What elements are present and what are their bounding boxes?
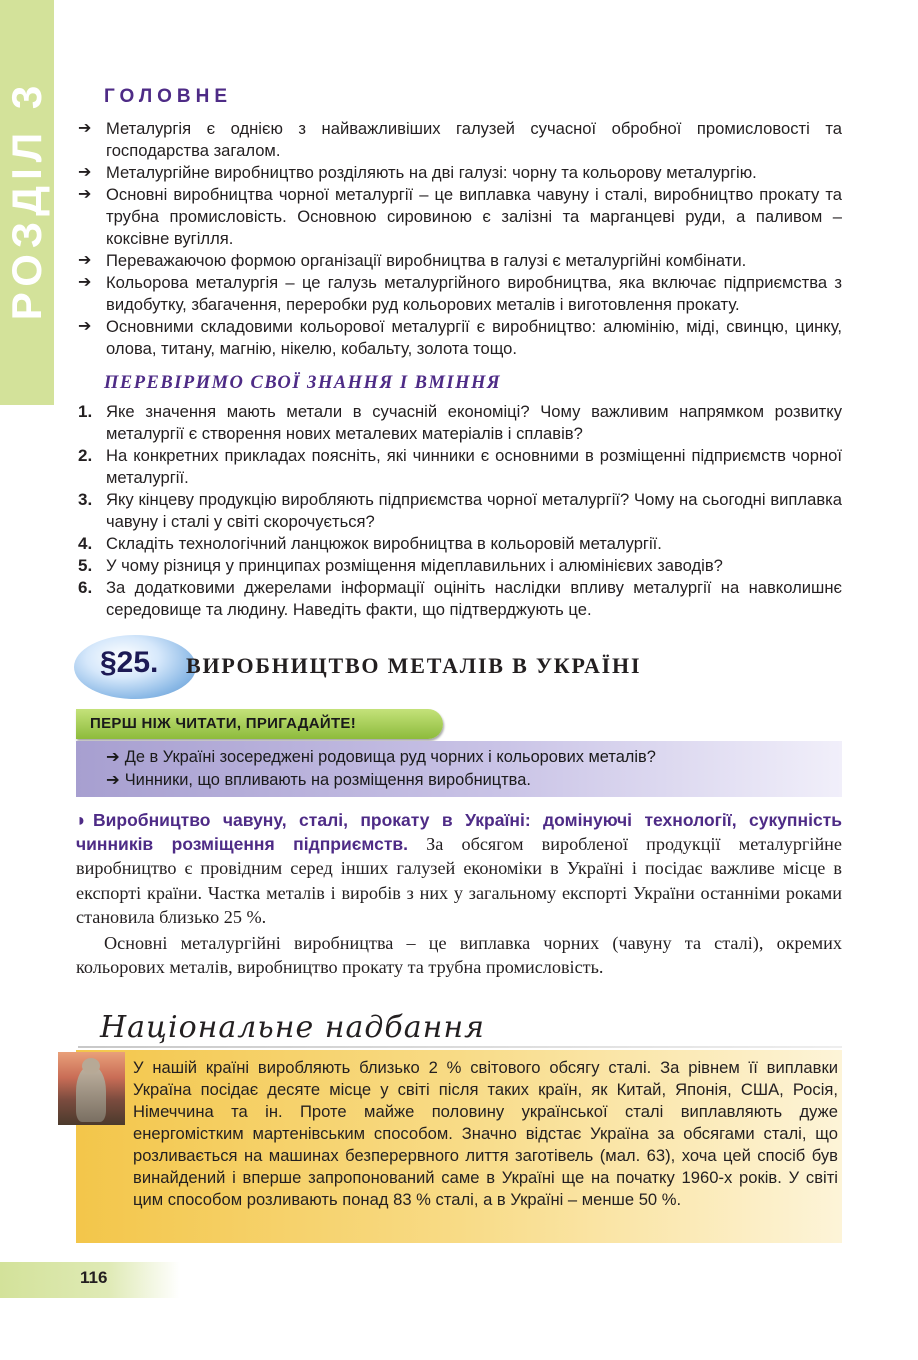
summary-list bbox=[78, 118, 842, 360]
chapter-label: РОЗДІЛ 3 bbox=[3, 79, 50, 321]
paragraph-number: §25. bbox=[100, 646, 159, 679]
question-item: 1. Яке значення мають метали в сучасній економіці? Чому важливим напрямком розвитку металургії є створення нових металевих матеріалів і сплавів? bbox=[78, 402, 842, 443]
summary-heading: ГОЛОВНЕ bbox=[104, 86, 233, 107]
question-item: 3. Яку кінцеву продукцію виробляють підприємства чорної металургії? Чому на сьогодні виплавка чавуну і сталі у світі скорочується? bbox=[78, 490, 842, 531]
arrow-right-icon: ➔ bbox=[78, 186, 92, 203]
arrow-right-icon: ➔ bbox=[78, 120, 92, 137]
list-item: ➔ Переважаючою формою організації виробництва в галузі є металургійні комбінати. bbox=[78, 251, 747, 270]
list-item: ➔ Основними складовими кольорової металургії є виробництво: алюмінію, міді, свинцю, цинку, олова, титану, магнію, нікелю, кобальту, золота тощо. bbox=[78, 317, 842, 358]
page-number: 116 bbox=[80, 1268, 108, 1287]
arrow-right-icon: ➔ bbox=[78, 274, 92, 291]
list-item: ➔ Основні виробництва чорної металургії – це виплавка чавуну і сталі, виробництво прокату та трубна промисловість. Основною сировиною є залізні та марганцеві руди, а паливом – коксівне вугілля. bbox=[78, 185, 842, 248]
arrow-right-icon: ➔ bbox=[78, 164, 92, 181]
questions-list bbox=[78, 401, 842, 621]
recall-tab bbox=[76, 709, 443, 739]
arrow-right-icon: ➔ bbox=[106, 748, 120, 766]
question-item: 4. Складіть технологічний ланцюжок виробництва в кольоровій металургії. bbox=[78, 534, 662, 553]
subsection-title: Виробництво чавуну, сталі, прокату в Україні: домінуючі технології, сукупність чинників розміщення підприємств. bbox=[76, 810, 842, 855]
heritage-divider bbox=[78, 1046, 842, 1048]
body-paragraph: Основні металургійні виробництва – це виплавка чорних (чавуну та сталі), окремих кольорових металів, виробництво прокату та трубна промисловість. bbox=[76, 933, 842, 978]
body-text bbox=[76, 808, 842, 979]
heritage-title: Національне надбання bbox=[100, 1010, 486, 1045]
question-item: 5. У чому різниця у принципах розміщення мідеплавильних і алюмінієвих заводів? bbox=[78, 556, 723, 575]
paragraph-title: ВИРОБНИЦТВО МЕТАЛІВ В УКРАЇНІ bbox=[186, 653, 642, 678]
check-heading: ПЕРЕВІРИМО СВОЇ ЗНАННЯ І ВМІННЯ bbox=[104, 373, 502, 393]
list-item: ➔ Металургія є однією з найважливіших галузей сучасної обробної промисловості та господарства загалом. bbox=[78, 119, 842, 160]
stone-statue-photo-icon bbox=[58, 1052, 125, 1125]
question-item: 6. За додатковими джерелами інформації оцініть наслідки впливу металургії на навколишнє середовище та людину. Наведіть факти, що підтверджують це. bbox=[78, 578, 842, 619]
arrow-right-icon: ➔ bbox=[106, 771, 120, 789]
list-item: ➔ Де в Україні зосереджені родовища руд чорних і кольорових металів? bbox=[106, 748, 656, 766]
bullet-icon: ◗ bbox=[76, 810, 87, 830]
body-paragraph: ◗ Виробництво чавуну, сталі, прокату в Україні: домінуючі технології, сукупність чинників розміщення підприємств. За обсягом виробленої продукції металургійне виробництво є провідним серед інших галузей економіки в Україні і посідає важливе місце в експорті країни. Частка металів і виробів з них у загальному експорті України останніми роками становила близько 25 %. bbox=[76, 810, 842, 927]
heritage-text: У нашій країні виробляють близько 2 % світового обсягу сталі. За рівнем її виплавки Україна посідає десяте місце у світі після таких країн, як Китай, Японія, США, Росія, Німеччина та ін. Проте майже половину української сталі виплавляють дуже енергомістким мартенівським способом. Значно відстає Україна за обсягами сталі, що розливається на машинах безперервного лиття заготівель (мал. 63), хоча цей спосіб був винайдений і вперше запропонований саме в Україні ще на початку 1960-х років. У світі цим способом розливають понад 83 % сталі, а в Україні – менше 50 %. bbox=[133, 1058, 838, 1209]
arrow-right-icon: ➔ bbox=[78, 318, 92, 335]
list-item: ➔ Металургійне виробництво розділяють на дві галузі: чорну та кольорову металургію. bbox=[78, 163, 757, 182]
list-item: ➔ Кольорова металургія – це галузь металургійного виробництва, яка включає підприємства з видобутку, збагачення, переробки руд кольорових металів і виготовлення прокату. bbox=[78, 273, 842, 314]
recall-tab-label: ПЕРШ НІЖ ЧИТАТИ, ПРИГАДАЙТЕ! bbox=[90, 715, 357, 732]
arrow-right-icon: ➔ bbox=[78, 252, 92, 269]
recall-box bbox=[76, 741, 842, 797]
question-item: 2. На конкретних прикладах поясніть, які чинники є основними в розміщенні підприємств чорної металургії. bbox=[78, 446, 842, 487]
list-item: ➔ Чинники, що впливають на розміщення виробництва. bbox=[106, 771, 531, 789]
